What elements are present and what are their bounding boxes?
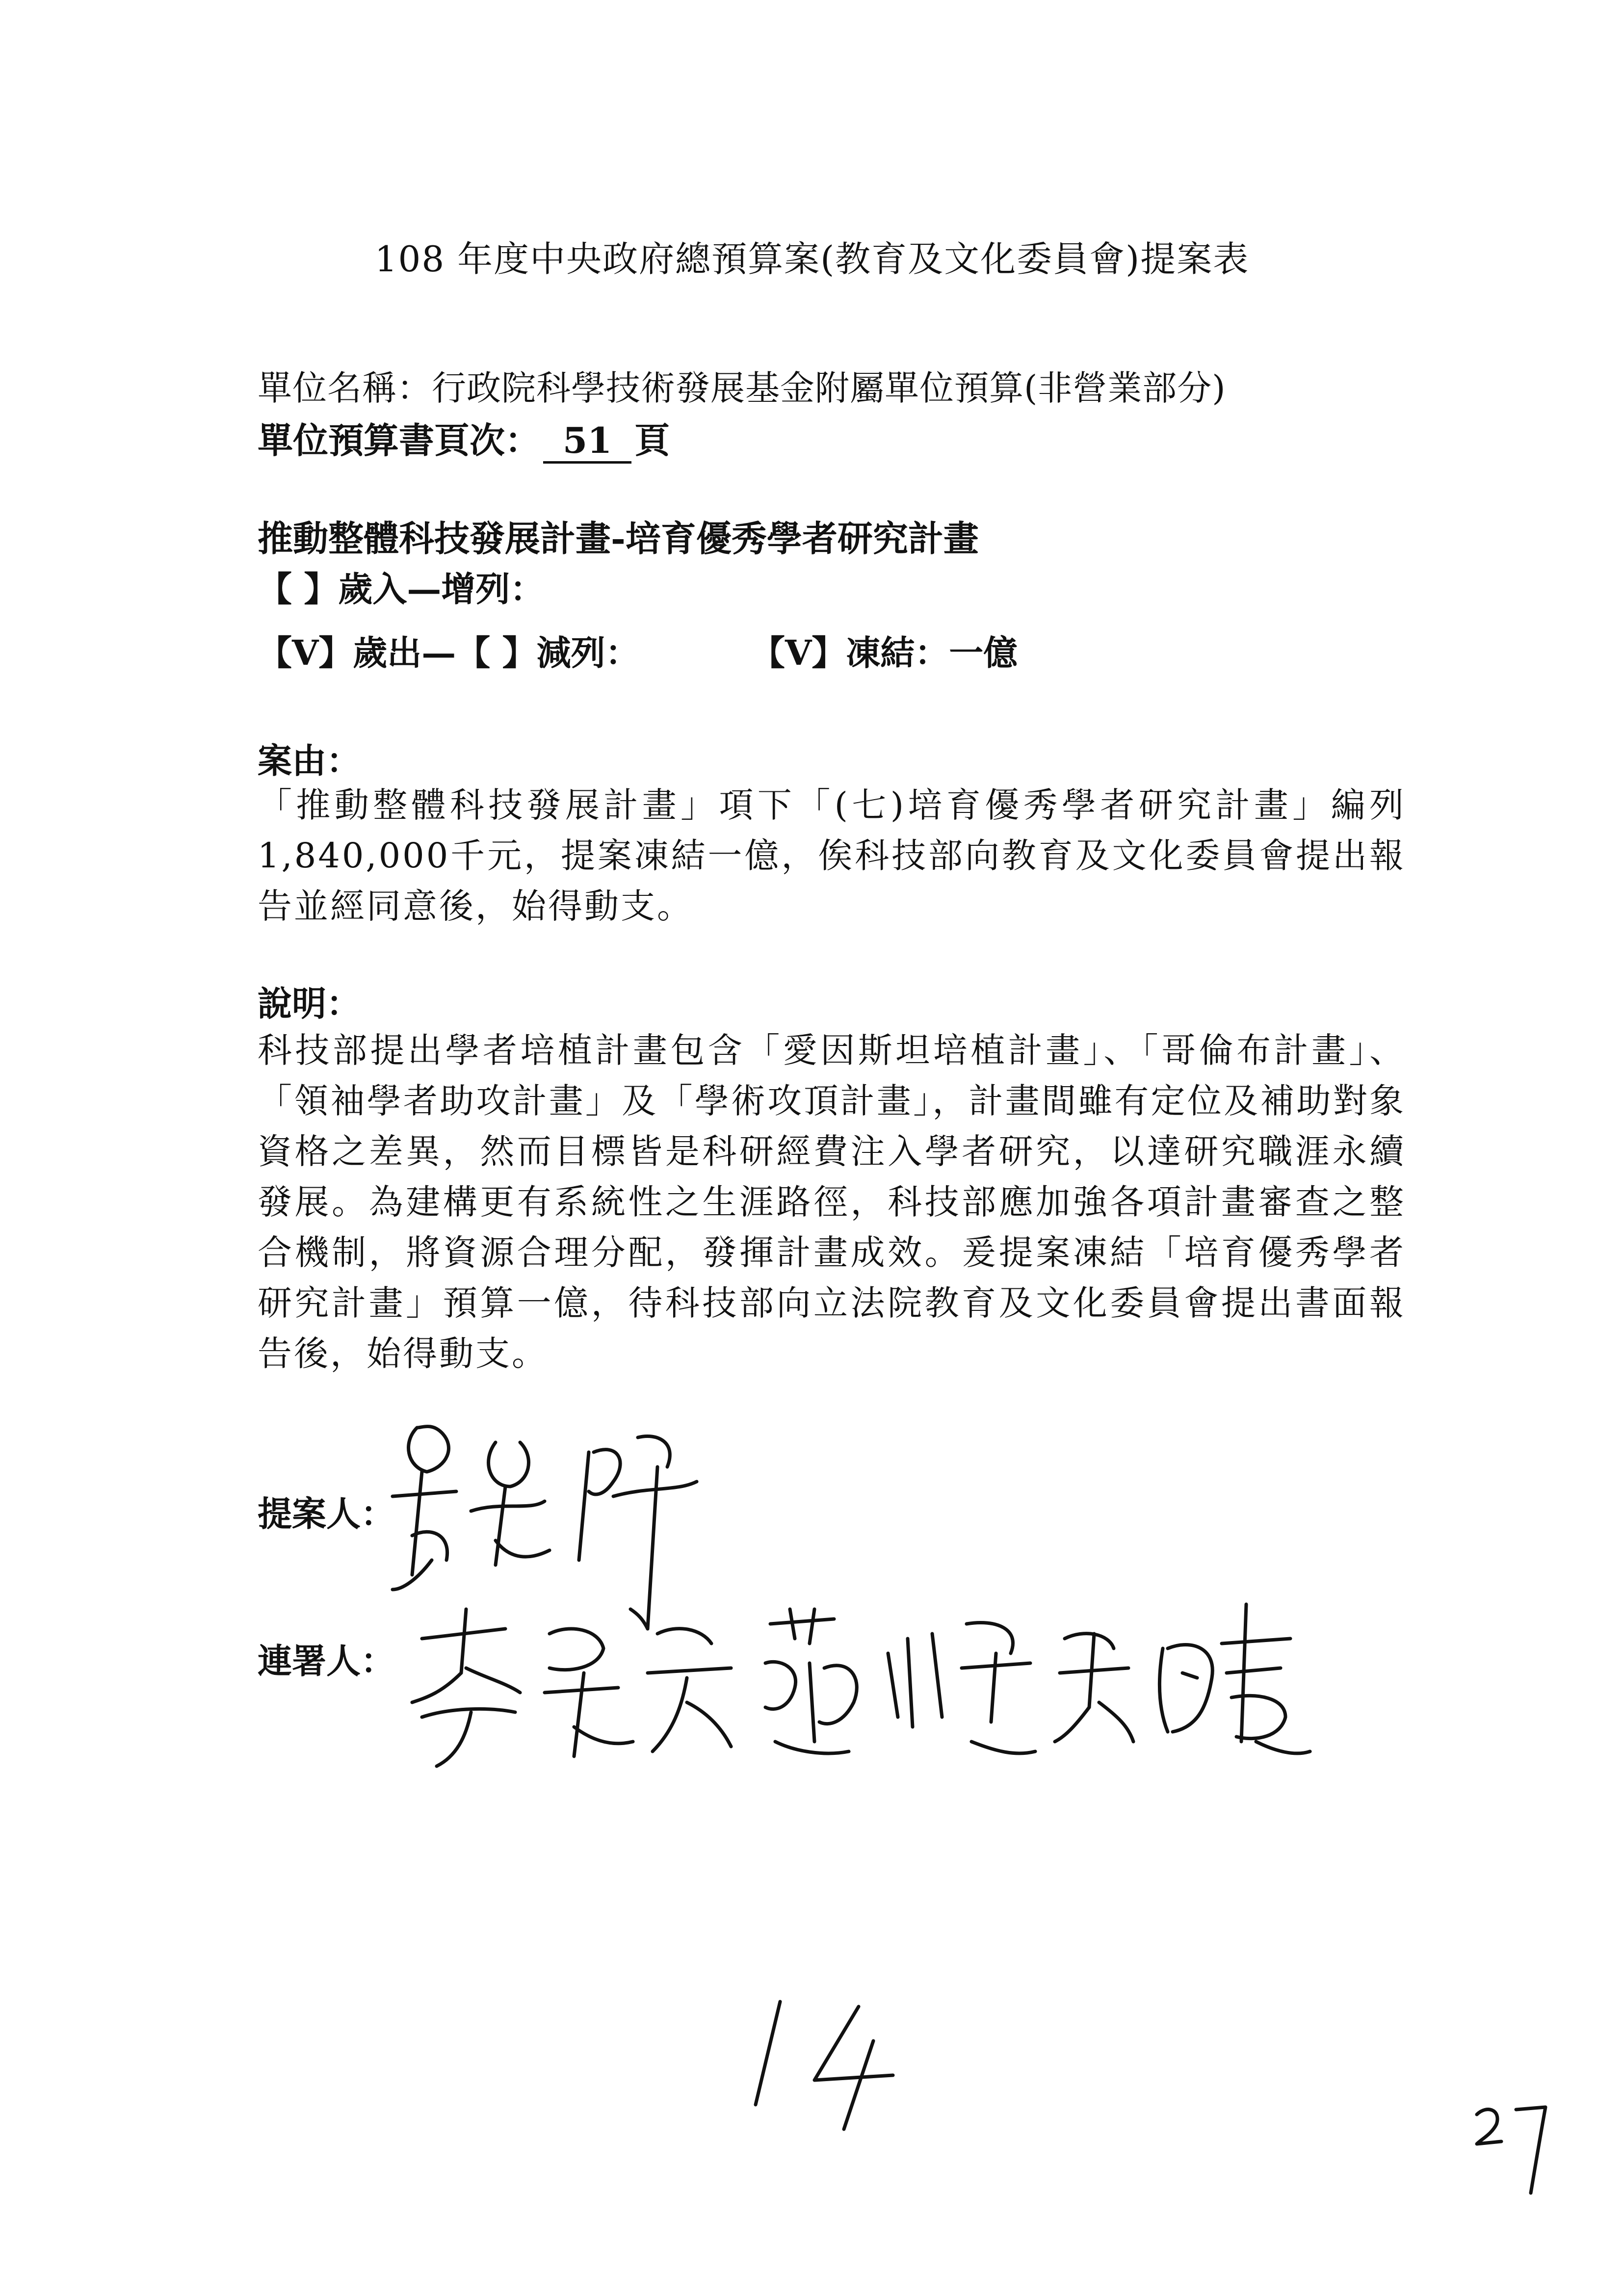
document-title: 108 年度中央政府總預算案(教育及文化委員會)提案表 <box>374 238 1250 280</box>
note-text: 科技部提出學者培植計畫包含「愛因斯坦培植計畫」、「哥倫布計畫」、「領袖學者助攻計畫」及「學術攻頂計畫」，計畫間雖有定位及補助對象資格之差異，然而目標皆是科研經費注入學者研究，以達研究職涯永續發展。為建構更有系統性之生涯路徑，科技部應加強各項計畫審查之整合機制，將資源合理分配，發揮計畫成效。爰提案凍結「培育優秀學者研究計畫」預算一億，待科技部向立法院教育及文化委員會提出書面報告後，始得動支。 <box>258 1030 1406 1374</box>
page-ref-suffix: 頁 <box>634 419 670 461</box>
revenue-line: 【 】歲入—增列： <box>258 569 545 609</box>
corner-number-handwritten <box>1467 2095 1565 2198</box>
page-ref-number: 51 <box>543 419 631 464</box>
reason-label: 案由： <box>258 740 361 781</box>
note-label: 說明： <box>258 983 361 1024</box>
cosigner-signatures <box>393 1594 1325 1781</box>
expense-line: 【V】歲出—【 】減列： <box>258 632 640 673</box>
page-ref-label: 單位預算書頁次： <box>258 419 541 461</box>
page-number-handwritten <box>746 1982 903 2139</box>
unit-name: 單位名稱：行政院科學技術發展基金附屬單位預算(非營業部分) <box>258 368 1226 408</box>
freeze-line: 【V】凍結：一億 <box>751 632 1018 673</box>
page-reference <box>258 412 670 464</box>
reason-text: 「推動整體科技發展計畫」項下「(七)培育優秀學者研究計畫」編列1,840,000千元，提案凍結一億，俟科技部向教育及文化委員會提出報告並經同意後，始得動支。 <box>258 785 1406 926</box>
project-title: 推動整體科技發展計畫-培育優秀學者研究計畫 <box>258 518 979 559</box>
cosigner-label: 連署人： <box>258 1641 395 1681</box>
proposer-label: 提案人： <box>258 1493 395 1534</box>
